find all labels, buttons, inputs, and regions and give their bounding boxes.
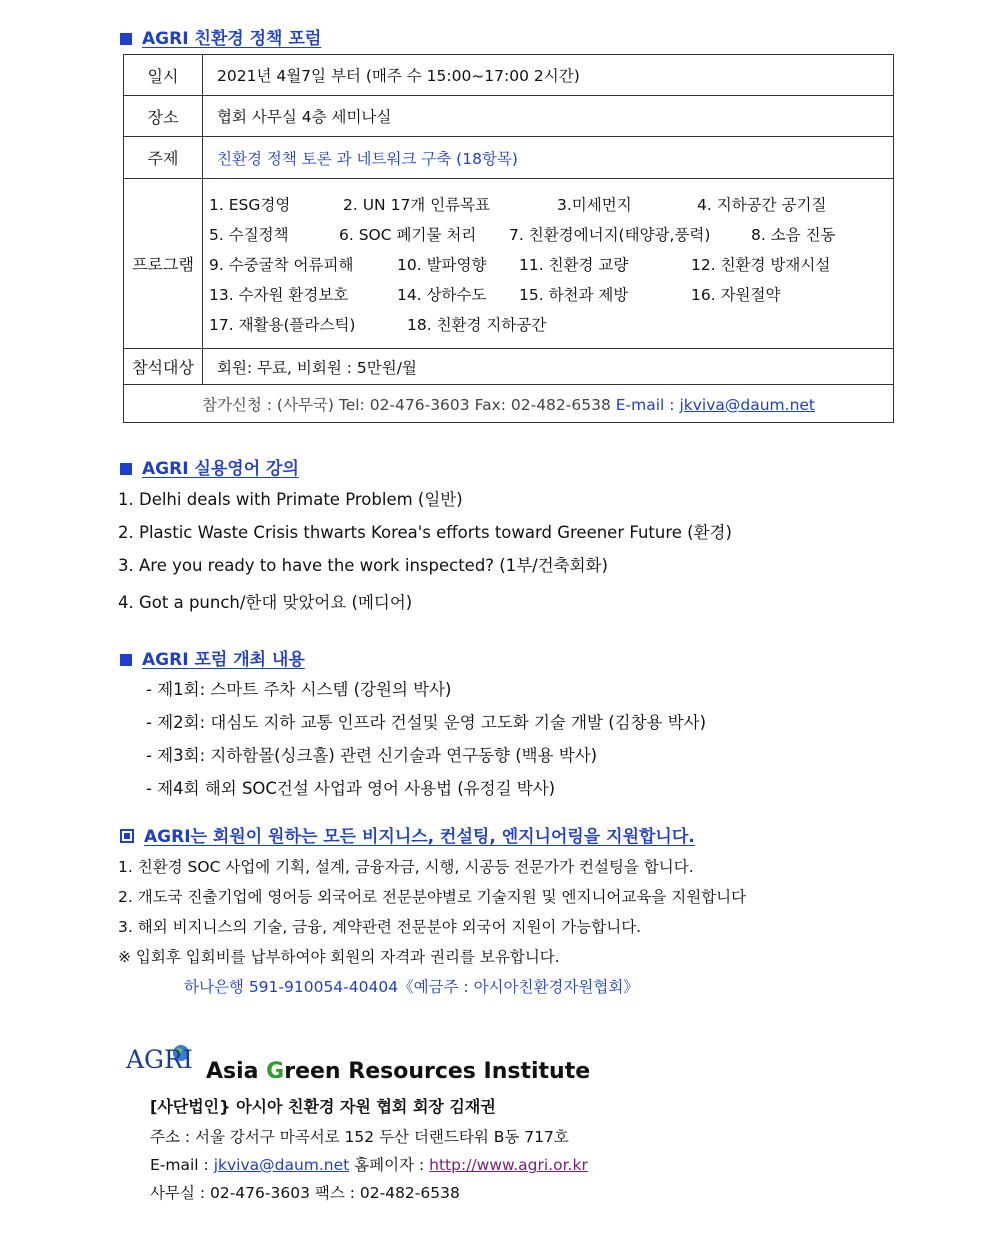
program-line xyxy=(209,189,887,219)
org-korean: [사단법인} 아시아 친환경 자원 협회 회장 김재권 xyxy=(150,1097,496,1116)
program-item: 3.미세먼지 xyxy=(557,195,632,214)
program-item: 5. 수질정책 xyxy=(209,225,289,244)
program-label: 프로그램 xyxy=(124,179,203,349)
table-row xyxy=(124,137,894,179)
date-label: 일시 xyxy=(124,55,203,96)
topic-label: 주제 xyxy=(124,137,203,179)
program-item: 9. 수중굴착 어류피해 xyxy=(209,255,354,274)
org-name: Asia Green Resources Institute xyxy=(206,1059,591,1084)
apply-email-link[interactable]: jkviva@daum.net xyxy=(679,395,816,414)
list-item: 1. Delhi deals with Primate Problem (일반) xyxy=(118,490,463,509)
program-item: 14. 상하수도 xyxy=(397,285,487,304)
program-item: 13. 수자원 환경보호 xyxy=(209,285,349,304)
attendee-label: 참석대상 xyxy=(124,349,203,385)
list-item: - 제2회: 대심도 지하 교통 인프라 건설및 운영 고도화 기술 개발 (김창용 박사) xyxy=(146,713,707,732)
list-item: - 제1회: 스마트 주차 시스템 (강원의 박사) xyxy=(146,680,452,699)
forum-info-table xyxy=(123,54,894,423)
square-bullet-icon xyxy=(120,463,132,475)
program-item: 2. UN 17개 인류목표 xyxy=(343,195,491,214)
program-line xyxy=(209,249,887,279)
square-bullet-icon xyxy=(120,654,132,666)
office-phone: 사무실 : 02-476-3603 팩스 : 02-482-6538 xyxy=(150,1184,460,1202)
table-row xyxy=(124,349,894,385)
program-item: 18. 친환경 지하공간 xyxy=(407,315,547,334)
program-list xyxy=(203,179,894,349)
program-item: 4. 지하공간 공기질 xyxy=(697,195,827,214)
english-section-title: AGRI 실용영어 강의 xyxy=(120,454,299,479)
square-bullet-icon xyxy=(120,829,134,843)
support-section-title: AGRI는 회원이 원하는 모든 비지니스, 컨설팅, 엔지니어링을 지원합니다. xyxy=(120,822,695,847)
apply-row xyxy=(124,385,894,423)
program-item: 8. 소음 진동 xyxy=(751,225,836,244)
table-row xyxy=(124,179,894,349)
logo-text: AGRI xyxy=(126,1045,193,1074)
list-item: - 제3회: 지하함몰(싱크홀) 관련 신기술과 연구동향 (백용 박사) xyxy=(146,746,598,765)
place-label: 장소 xyxy=(124,96,203,137)
list-item: - 제4회 해외 SOC건설 사업과 영어 사용법 (유정길 박사) xyxy=(146,779,556,798)
homepage-link[interactable]: http://www.agri.or.kr xyxy=(429,1156,588,1174)
apply-email-label: E-mail : xyxy=(615,395,675,414)
program-item: 10. 발파영향 xyxy=(397,255,487,274)
square-bullet-icon xyxy=(120,33,132,45)
program-item: 1. ESG경영 xyxy=(209,195,291,214)
forum-section-title: AGRI 친환경 정책 포럼 xyxy=(120,24,321,49)
list-item: 3. Are you ready to have the work inspected? (1부/건축회화) xyxy=(118,556,608,575)
program-item: 7. 친환경에너지(태양광,풍력) xyxy=(509,225,711,244)
topic-value: 친환경 정책 토론 과 네트워크 구축 (18항목) xyxy=(203,137,894,179)
list-item: 1. 친환경 SOC 사업에 기획, 설계, 금융자금, 시행, 시공등 전문가가 컨설팅을 합니다. xyxy=(118,858,694,876)
list-item: 2. Plastic Waste Crisis thwarts Korea's efforts toward Greener Future (환경) xyxy=(118,523,732,542)
program-item: 16. 자원절약 xyxy=(691,285,781,304)
table-row xyxy=(124,96,894,137)
program-item: 6. SOC 폐기물 처리 xyxy=(339,225,477,244)
email-link[interactable]: jkviva@daum.net xyxy=(213,1156,350,1174)
apply-text: 참가신청 : (사무국) Tel: 02-476-3603 Fax: 02-482-6538 xyxy=(201,395,611,414)
table-row xyxy=(124,55,894,96)
attendee-value: 회원: 무료, 비회원 : 5만원/월 xyxy=(203,349,894,385)
list-item: 4. Got a punch/한대 맞았어요 (메디어) xyxy=(118,593,413,612)
list-item: 3. 해외 비지니스의 기술, 금융, 계약관련 전문분야 외국어 지원이 가능합니다. xyxy=(118,918,642,936)
program-line xyxy=(209,279,887,309)
place-value: 협회 사무실 4층 세미나실 xyxy=(203,96,894,137)
program-line xyxy=(209,219,887,249)
contact-line: E-mail : jkviva@daum.net 홈페이자 : http://www.agri.or.kr xyxy=(150,1156,588,1174)
address: 주소 : 서울 강서구 마곡서로 152 두산 더랜드타워 B동 717호 xyxy=(150,1128,569,1146)
bank-account: 하나은행 591-910054-40404《예금주 : 아시아친환경자원협회》 xyxy=(184,978,639,996)
program-item: 17. 재활용(플라스틱) xyxy=(209,315,356,334)
date-value: 2021년 4월7일 부터 (매주 수 15:00~17:00 2시간) xyxy=(203,55,894,96)
program-item: 12. 친환경 방재시설 xyxy=(691,255,831,274)
table-row xyxy=(124,385,894,423)
list-item: 2. 개도국 진출기업에 영어등 외국어로 전문분야별로 기술지원 및 엔지니어교육을 지원합니다 xyxy=(118,888,747,906)
program-item: 11. 친환경 교량 xyxy=(519,255,629,274)
forum-history-title: AGRI 포럼 개최 내용 xyxy=(120,645,305,670)
program-line xyxy=(209,309,887,339)
program-item: 15. 하천과 제방 xyxy=(519,285,629,304)
list-item: ※ 입회후 입회비를 납부하여야 회원의 자격과 권리를 보유합니다. xyxy=(118,948,560,966)
agri-logo xyxy=(126,1043,192,1085)
